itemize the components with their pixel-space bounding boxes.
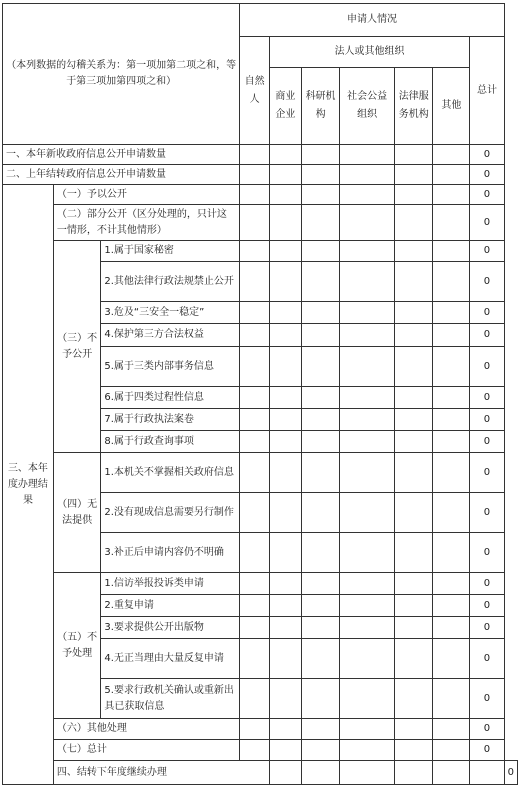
header-research: 科研机构: [302, 68, 340, 145]
row-item: 8.属于行政查询事项: [101, 431, 240, 453]
row-not-disclosed-label: （三）不予公开: [53, 241, 101, 453]
row-item: 1.信访举报投诉类申请: [101, 573, 240, 595]
total-value: 0: [470, 165, 504, 185]
row-item: 3.危及“三安全一稳定”: [101, 302, 240, 324]
total-value: 0: [470, 719, 504, 740]
disclosure-statistics-table: [2, 3, 518, 785]
header-applicant: 申请人情况: [240, 4, 504, 37]
row-carried-over: 二、上年结转政府信息公开申请数量: [3, 165, 240, 185]
total-value: 0: [504, 761, 517, 785]
total-value: 0: [470, 409, 504, 431]
row-item: 5.要求行政机关确认或重新出具已获取信息: [101, 679, 240, 719]
total-value: 0: [470, 145, 504, 165]
row-unable-label: （四）无法提供: [53, 453, 101, 573]
total-value: 0: [470, 493, 504, 533]
total-value: 0: [470, 431, 504, 453]
header-legal-service: 法律服务机构: [395, 68, 433, 145]
total-value: 0: [470, 679, 504, 719]
header-other: 其他: [433, 68, 470, 145]
total-value: 0: [470, 617, 504, 639]
total-value: 0: [470, 185, 504, 205]
row-item: 3.要求提供公开出版物: [101, 617, 240, 639]
row-partial-disclosed: （二）部分公开（区分处理的，只计这一情形，不计其他情形）: [53, 205, 240, 241]
row-item: 3.补正后申请内容仍不明确: [101, 533, 240, 573]
header-natural-person: 自然人: [240, 37, 269, 145]
row-item: 1.本机关不掌握相关政府信息: [101, 453, 240, 493]
row-item: 2.重复申请: [101, 595, 240, 617]
header-social-welfare: 社会公益组织: [340, 68, 395, 145]
total-value: 0: [470, 453, 504, 493]
header-commercial: 商业企业: [269, 68, 301, 145]
row-subtotal: （七）总计: [53, 740, 240, 761]
total-value: 0: [470, 347, 504, 387]
total-value: 0: [470, 241, 504, 262]
row-item: 4.无正当理由大量反复申请: [101, 639, 240, 679]
row-results-label: 三、本年度办理结果: [3, 185, 54, 785]
header-note: （本列数据的勾稽关系为：第一项加第二项之和，等于第三项加第四项之和）: [3, 4, 240, 145]
total-value: 0: [470, 387, 504, 409]
total-value: 0: [470, 302, 504, 324]
row-item: 2.其他法律行政法规禁止公开: [101, 262, 240, 302]
row-item: 4.保护第三方合法权益: [101, 324, 240, 347]
total-value: 0: [470, 573, 504, 595]
total-value: 0: [470, 205, 504, 241]
total-value: 0: [470, 740, 504, 761]
header-total: 总计: [470, 37, 504, 145]
header-legal-group: 法人或其他组织: [269, 37, 470, 68]
row-item: 2.没有现成信息需要另行制作: [101, 493, 240, 533]
total-value: 0: [470, 639, 504, 679]
row-other-processing: （六）其他处理: [53, 719, 240, 740]
row-item: 6.属于四类过程性信息: [101, 387, 240, 409]
row-disclosed: （一）予以公开: [53, 185, 240, 205]
row-item: 5.属于三类内部事务信息: [101, 347, 240, 387]
row-carry-forward: 四、结转下年度继续办理: [53, 761, 269, 785]
total-value: 0: [470, 262, 504, 302]
row-new-applications: 一、本年新收政府信息公开申请数量: [3, 145, 240, 165]
total-value: 0: [470, 324, 504, 347]
total-value: 0: [470, 595, 504, 617]
total-value: 0: [470, 533, 504, 573]
row-not-processed-label: （五）不予处理: [53, 573, 101, 719]
row-item: 7.属于行政执法案卷: [101, 409, 240, 431]
row-item: 1.属于国家秘密: [101, 241, 240, 262]
